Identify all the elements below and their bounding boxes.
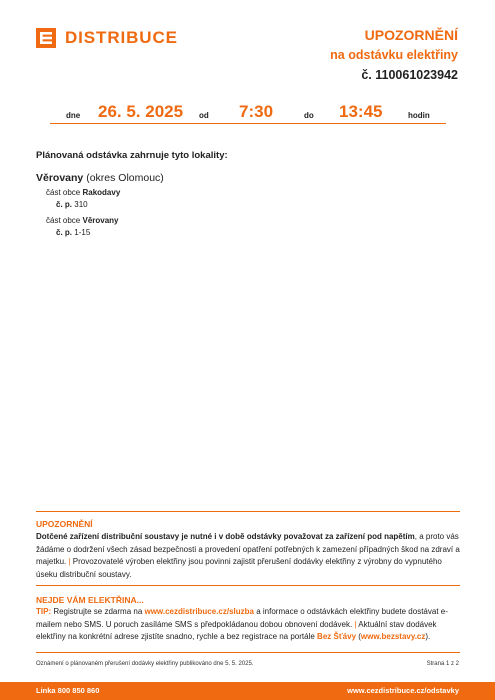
addr-label: č. p.: [56, 228, 73, 237]
to-label: do: [304, 111, 314, 120]
divider: [36, 511, 460, 512]
warning-text-1: , a proto vás žádáme o dodržení všech zásad bezpečnosti a provedení opatření potřebných k zamezení případných škod na zdraví a majetku.: [36, 532, 460, 566]
outage-date: 26. 5. 2025: [98, 102, 184, 121]
addr-value: 310: [74, 200, 88, 209]
divider: [36, 652, 460, 653]
part-label: část obce: [46, 216, 81, 225]
day-label: dne: [66, 111, 81, 120]
warning-text-2: Provozovatelé výroben elektřiny jsou povinni zajistit přerušení dodávky elektřiny z výrobny do vypnutého úseku distribuční soustavy.: [36, 557, 442, 579]
outages-url[interactable]: www.cezdistribuce.cz/odstavky: [347, 686, 459, 695]
notice-header: [330, 26, 458, 85]
publication-note: Oznámení o plánovaném přerušení dodávky elektřiny publikováno dne 5. 5. 2025.: [36, 661, 254, 667]
warning-text: [36, 531, 460, 581]
hotline[interactable]: Linka 800 850 860: [36, 686, 100, 695]
bez-stavy-link[interactable]: Bez Šťávy: [317, 632, 357, 641]
brand-name: DISTRIBUCE: [65, 28, 178, 47]
tip-text: [36, 606, 460, 644]
municipality-name: Věrovany: [36, 172, 84, 184]
tip-text-4: (: [356, 632, 361, 641]
separator: |: [352, 619, 359, 629]
addr-label: č. p.: [56, 200, 73, 209]
notice-number: č. 110061023942: [361, 68, 458, 82]
warning-title: UPOZORNĚNÍ: [36, 519, 93, 529]
tip-text-1: Registrujte se zdarma na: [51, 607, 145, 616]
footer-bar: [0, 682, 495, 700]
part-name: Věrovany: [82, 216, 119, 225]
separator: |: [66, 557, 73, 566]
notice-title: UPOZORNĚNÍ: [364, 27, 458, 43]
divider: [36, 585, 460, 586]
from-label: od: [199, 111, 209, 120]
tip-text-3: Aktuální stav dodávek elektřiny na konkrétní adrese zjistíte snadno, rychle a bez registrace na portále: [36, 619, 437, 641]
to-time: 13:45: [339, 102, 383, 121]
location-list: [46, 187, 120, 239]
outage-schedule: [50, 101, 446, 124]
registration-link[interactable]: www.cezdistribuce.cz/sluzba: [144, 607, 254, 616]
tip-text-5: ).: [425, 632, 431, 641]
tip-text-2: a informace o odstávkách elektřiny budete dostávat e-mailem nebo SMS. U poruch zasíláme SMS s předpokládanou dobou obnovení dodávek.: [36, 607, 448, 629]
locations-intro: Plánovaná odstávka zahrnuje tyto lokality:: [36, 150, 228, 161]
part-label: část obce: [46, 188, 81, 197]
cez-logo-icon: [36, 28, 56, 48]
municipality-district: (okres Olomouc): [86, 172, 164, 184]
from-time: 7:30: [239, 102, 274, 121]
list-item: [46, 215, 120, 239]
part-name: Rakodavy: [82, 188, 121, 197]
municipality-heading: [36, 172, 164, 184]
notice-subtitle: na odstávku elektřiny: [330, 48, 458, 62]
tip-label: TIP:: [36, 607, 52, 616]
page-number: Strana 1 z 2: [426, 661, 459, 667]
tip-title: NEJDE VÁM ELEKTŘINA...: [36, 595, 144, 605]
addr-value: 1-15: [74, 228, 91, 237]
unit-label: hodin: [408, 111, 430, 120]
bezstavy-url-link[interactable]: www.bezstavy.cz: [360, 632, 426, 641]
list-item: [46, 187, 120, 211]
warning-bold-text: Dotčené zařízení distribuční soustavy je nutné i v době odstávky považovat za zařízení pod napětím: [36, 532, 415, 541]
brand-logo: [36, 28, 178, 48]
